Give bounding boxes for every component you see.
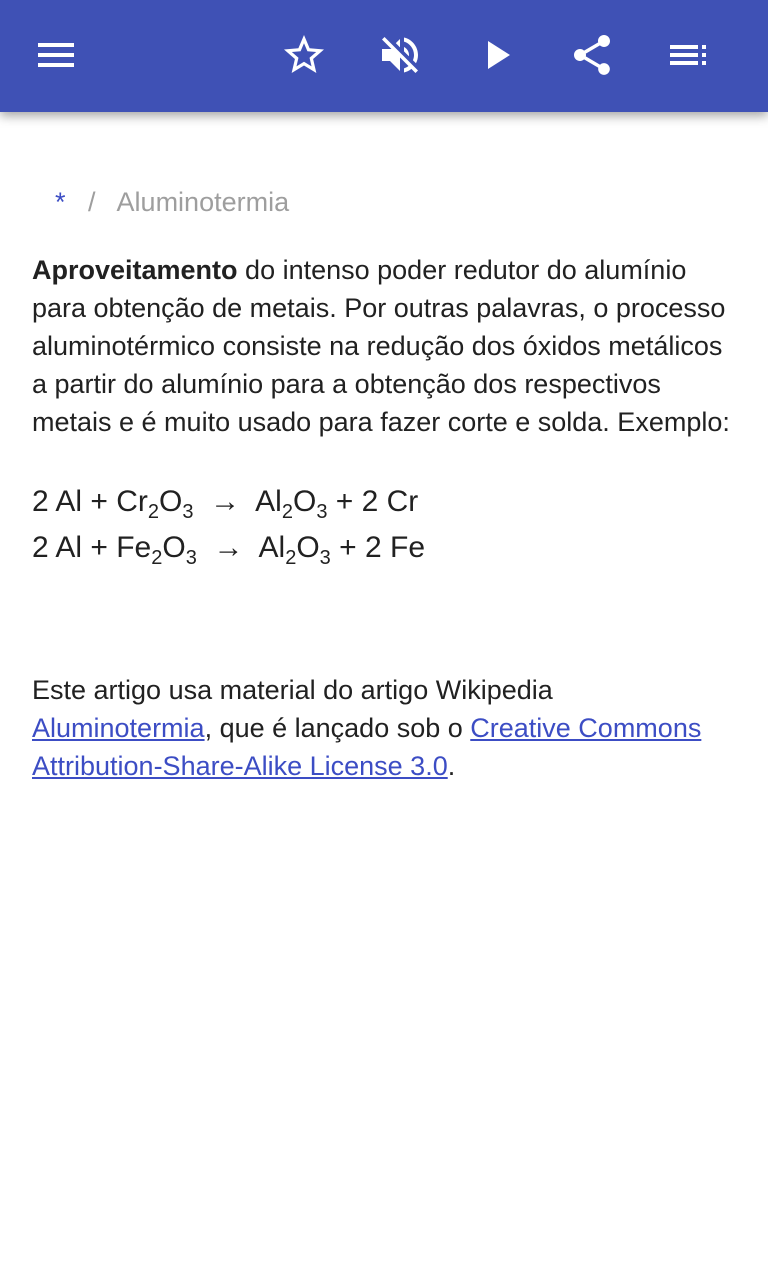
play-icon [472,31,520,82]
subscript: 3 [185,547,197,569]
bold-text: Aproveitamento [32,255,238,285]
license-link[interactable]: Creative Commons Attribution-Share-Alike License 3.0 [32,713,702,781]
text-segment: → Al [193,485,282,518]
text-segment: → Al [196,531,286,564]
subscript: 2 [285,547,297,569]
text-segment: Este artigo usa material do artigo Wikipedia [32,675,553,705]
equation-2 [32,525,736,571]
app-toolbar [0,0,768,112]
article-content [0,185,768,785]
volume-off-icon [376,31,424,82]
subscript: 3 [316,501,328,523]
text-segment: O [162,531,186,564]
toolbar-actions [280,32,712,80]
equation-1 [32,479,736,525]
play-button[interactable] [472,32,520,80]
star-outline-icon [280,31,328,82]
mute-button[interactable] [376,32,424,80]
text-segment: O [296,531,320,564]
text-segment: O [292,485,317,518]
text-segment: + 2 Cr [327,485,419,518]
contents-button[interactable] [664,32,712,80]
menu-icon [32,31,80,82]
subscript: 2 [151,547,163,569]
breadcrumb [55,185,736,219]
text-segment: do intenso poder redutor do alumínio para obtenção de metais. Por outras palavras, o processo aluminotérmico consiste na redução dos óxidos metálicos a partir do alumínio para a obtenção dos respectivos metais e é muito usado para fazer corte e solda. Exemplo: [32,255,730,437]
subscript: 2 [147,501,160,523]
text-segment: Aluminotermia [116,187,290,217]
text-segment: / [65,187,117,217]
text-segment: + 2 Fe [330,531,426,564]
share-button[interactable] [568,32,616,80]
text-segment: , que é lançado sob o [204,713,471,743]
menu-button[interactable] [32,32,80,80]
subscript: 3 [319,547,331,569]
share-icon [568,31,616,82]
subscript: 3 [182,501,194,523]
text-segment: 2 Al + Cr [32,485,148,518]
article-paragraph [32,251,736,441]
wikipedia-article-link[interactable]: Aluminotermia [32,713,205,743]
bookmark-button[interactable] [280,32,328,80]
subscript: 2 [281,501,293,523]
text-segment: 2 Al + Fe [32,531,152,564]
text-segment: . [447,751,456,781]
breadcrumb-home-link[interactable]: * [55,187,66,217]
toc-icon [664,31,712,82]
text-segment: O [159,485,183,518]
equations-block [32,479,736,571]
license-note [32,671,736,785]
